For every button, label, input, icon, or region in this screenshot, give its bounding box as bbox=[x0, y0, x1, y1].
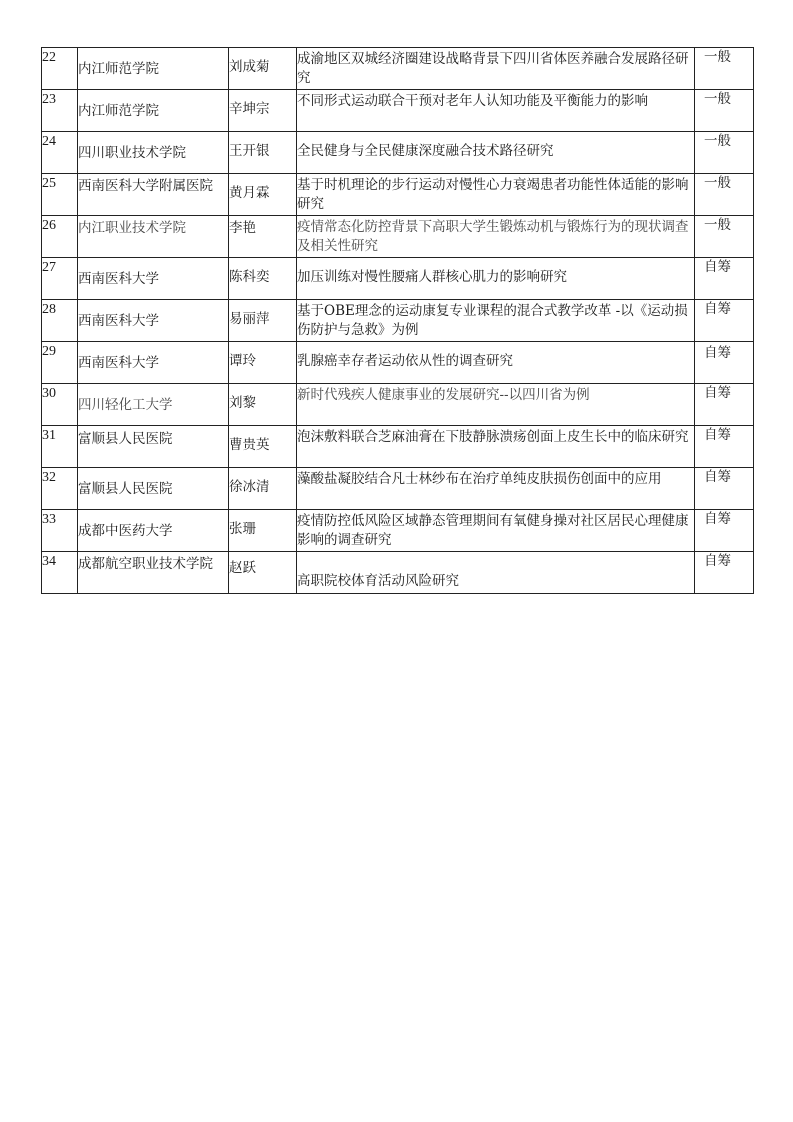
institution bbox=[78, 216, 229, 258]
table-row bbox=[42, 90, 754, 132]
table-row bbox=[42, 342, 754, 384]
institution-text: 四川轻化工大学 bbox=[78, 397, 173, 413]
row-number-text: 22 bbox=[42, 50, 56, 65]
row-number bbox=[42, 132, 78, 174]
institution bbox=[78, 174, 229, 216]
project-title-text: 泡沫敷料联合芝麻油膏在下肢静脉溃疡创面上皮生长中的临床研究 bbox=[297, 429, 689, 445]
table-row bbox=[42, 48, 754, 90]
institution bbox=[78, 510, 229, 552]
table-row bbox=[42, 426, 754, 468]
row-number bbox=[42, 552, 78, 594]
project-type bbox=[695, 90, 754, 132]
table-row bbox=[42, 384, 754, 426]
project-title bbox=[297, 552, 695, 594]
institution-text: 西南医科大学附属医院 bbox=[78, 178, 213, 194]
applicant-name bbox=[229, 384, 297, 426]
institution-text: 内江职业技术学院 bbox=[78, 220, 186, 236]
project-title bbox=[297, 216, 695, 258]
project-type-text: 自筹 bbox=[704, 259, 731, 275]
project-type bbox=[695, 132, 754, 174]
applicant-name bbox=[229, 174, 297, 216]
institution-text: 内江师范学院 bbox=[78, 103, 159, 119]
project-type-text: 一般 bbox=[704, 133, 731, 149]
project-title-text: 高职院校体育活动风险研究 bbox=[297, 573, 459, 589]
project-title bbox=[297, 384, 695, 426]
institution bbox=[78, 258, 229, 300]
project-type bbox=[695, 216, 754, 258]
project-title-text: 疫情常态化防控背景下高职大学生锻炼动机与锻炼行为的现状调查及相关性研究 bbox=[297, 219, 689, 254]
row-number bbox=[42, 426, 78, 468]
table-row bbox=[42, 132, 754, 174]
project-title bbox=[297, 468, 695, 510]
project-type bbox=[695, 342, 754, 384]
project-title-text: 乳腺癌幸存者运动依从性的调查研究 bbox=[297, 353, 513, 369]
project-title bbox=[297, 258, 695, 300]
project-type bbox=[695, 300, 754, 342]
applicant-name bbox=[229, 342, 297, 384]
applicant-name-text: 李艳 bbox=[229, 220, 256, 236]
applicant-name-text: 陈科奕 bbox=[229, 269, 270, 285]
institution-text: 成都中医药大学 bbox=[78, 523, 173, 539]
row-number bbox=[42, 258, 78, 300]
row-number bbox=[42, 174, 78, 216]
row-number bbox=[42, 468, 78, 510]
project-title-text: 基于OBE理念的运动康复专业课程的混合式教学改革 -以《运动损伤防护与急救》为例 bbox=[297, 303, 688, 338]
applicant-name-text: 赵跃 bbox=[229, 560, 256, 576]
institution bbox=[78, 342, 229, 384]
institution-text: 西南医科大学 bbox=[78, 313, 159, 329]
project-title bbox=[297, 342, 695, 384]
table-row bbox=[42, 258, 754, 300]
applicant-name bbox=[229, 216, 297, 258]
institution bbox=[78, 468, 229, 510]
row-number-text: 23 bbox=[42, 92, 56, 107]
institution bbox=[78, 48, 229, 90]
project-title-text: 成渝地区双城经济圈建设战略背景下四川省体医养融合发展路径研究 bbox=[297, 51, 689, 86]
table-row bbox=[42, 300, 754, 342]
project-type bbox=[695, 174, 754, 216]
project-type-text: 一般 bbox=[704, 217, 731, 233]
applicant-name-text: 谭玲 bbox=[229, 353, 256, 369]
project-table bbox=[41, 47, 754, 594]
row-number bbox=[42, 384, 78, 426]
institution-text: 成都航空职业技术学院 bbox=[78, 556, 213, 572]
institution-text: 四川职业技术学院 bbox=[78, 145, 186, 161]
institution-text: 富顺县人民医院 bbox=[78, 481, 173, 497]
institution-text: 西南医科大学 bbox=[78, 271, 159, 287]
project-type bbox=[695, 426, 754, 468]
row-number bbox=[42, 90, 78, 132]
project-type bbox=[695, 258, 754, 300]
table-row bbox=[42, 216, 754, 258]
project-type-text: 自筹 bbox=[704, 385, 731, 401]
institution-text: 内江师范学院 bbox=[78, 61, 159, 77]
applicant-name bbox=[229, 552, 297, 594]
table-row bbox=[42, 510, 754, 552]
project-title-text: 新时代残疾人健康事业的发展研究--以四川省为例 bbox=[297, 387, 590, 403]
row-number-text: 33 bbox=[42, 512, 56, 527]
applicant-name bbox=[229, 48, 297, 90]
project-type bbox=[695, 384, 754, 426]
project-type-text: 自筹 bbox=[704, 469, 731, 485]
project-type bbox=[695, 468, 754, 510]
institution-text: 富顺县人民医院 bbox=[78, 431, 173, 447]
applicant-name bbox=[229, 132, 297, 174]
applicant-name-text: 黄月霖 bbox=[229, 185, 270, 201]
applicant-name bbox=[229, 258, 297, 300]
project-type-text: 自筹 bbox=[704, 511, 731, 527]
applicant-name-text: 刘成菊 bbox=[229, 59, 270, 75]
institution bbox=[78, 132, 229, 174]
institution bbox=[78, 426, 229, 468]
project-type-text: 自筹 bbox=[704, 553, 731, 569]
project-type-text: 自筹 bbox=[704, 301, 731, 317]
applicant-name-text: 徐冰清 bbox=[229, 479, 270, 495]
project-type-text: 自筹 bbox=[704, 345, 731, 361]
row-number bbox=[42, 300, 78, 342]
project-title bbox=[297, 90, 695, 132]
row-number-text: 31 bbox=[42, 428, 56, 443]
applicant-name bbox=[229, 468, 297, 510]
project-title-text: 藻酸盐凝胶结合凡士林纱布在治疗单纯皮肤损伤创面中的应用 bbox=[297, 471, 662, 487]
institution bbox=[78, 552, 229, 594]
applicant-name bbox=[229, 300, 297, 342]
applicant-name bbox=[229, 510, 297, 552]
project-title-text: 基于时机理论的步行运动对慢性心力衰竭患者功能性体适能的影响研究 bbox=[297, 177, 689, 212]
project-type-text: 一般 bbox=[704, 49, 731, 65]
table-row bbox=[42, 174, 754, 216]
row-number-text: 30 bbox=[42, 386, 56, 401]
project-type-text: 一般 bbox=[704, 91, 731, 107]
project-title-text: 加压训练对慢性腰痛人群核心肌力的影响研究 bbox=[297, 269, 567, 285]
row-number bbox=[42, 510, 78, 552]
project-type bbox=[695, 510, 754, 552]
table-row bbox=[42, 552, 754, 594]
row-number-text: 26 bbox=[42, 218, 56, 233]
row-number bbox=[42, 216, 78, 258]
institution bbox=[78, 300, 229, 342]
row-number-text: 29 bbox=[42, 344, 56, 359]
row-number-text: 24 bbox=[42, 134, 56, 149]
row-number bbox=[42, 342, 78, 384]
institution bbox=[78, 90, 229, 132]
applicant-name-text: 辛坤宗 bbox=[229, 101, 270, 117]
applicant-name bbox=[229, 426, 297, 468]
applicant-name bbox=[229, 90, 297, 132]
project-title-text: 不同形式运动联合干预对老年人认知功能及平衡能力的影响 bbox=[297, 93, 648, 109]
project-type bbox=[695, 48, 754, 90]
project-title-text: 疫情防控低风险区域静态管理期间有氧健身操对社区居民心理健康影响的调查研究 bbox=[297, 513, 689, 548]
project-title-text: 全民健身与全民健康深度融合技术路径研究 bbox=[297, 143, 554, 159]
applicant-name-text: 刘黎 bbox=[229, 395, 256, 411]
project-type-text: 一般 bbox=[704, 175, 731, 191]
table-row bbox=[42, 468, 754, 510]
project-title bbox=[297, 300, 695, 342]
project-type bbox=[695, 552, 754, 594]
row-number-text: 25 bbox=[42, 176, 56, 191]
project-type-text: 自筹 bbox=[704, 427, 731, 443]
row-number-text: 34 bbox=[42, 554, 56, 569]
project-title bbox=[297, 510, 695, 552]
project-title bbox=[297, 132, 695, 174]
institution bbox=[78, 384, 229, 426]
project-table-body bbox=[42, 48, 754, 594]
row-number bbox=[42, 48, 78, 90]
project-title bbox=[297, 48, 695, 90]
row-number-text: 32 bbox=[42, 470, 56, 485]
applicant-name-text: 曹贵英 bbox=[229, 437, 270, 453]
applicant-name-text: 张珊 bbox=[229, 521, 256, 537]
applicant-name-text: 易丽萍 bbox=[229, 311, 270, 327]
applicant-name-text: 王开银 bbox=[229, 143, 270, 159]
row-number-text: 27 bbox=[42, 260, 56, 275]
project-title bbox=[297, 426, 695, 468]
row-number-text: 28 bbox=[42, 302, 56, 317]
project-title bbox=[297, 174, 695, 216]
institution-text: 西南医科大学 bbox=[78, 355, 159, 371]
